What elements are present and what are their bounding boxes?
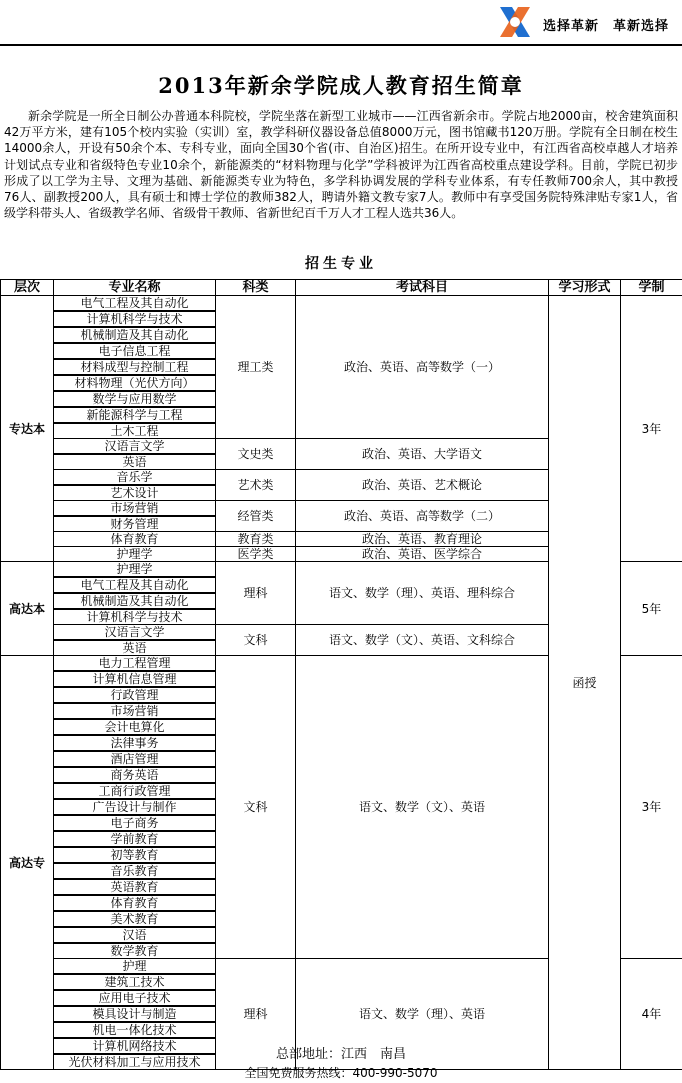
major-cell: 英语教育 <box>54 879 216 895</box>
major-cell: 美术教育 <box>54 911 216 927</box>
intro-paragraph: 新余学院是一所全日制公办普通本科院校，学院坐落在新型工业城市——江西省新余市。学院占地2000亩，校舍建筑面积42万平方米，建有105个校内实验（实训）室，教学科研仪器设备总值8000万元，图书馆藏书120万册。学院有全日制在校生14000余人，开设有50余个本、专科专业，面向全国30个省(市、自治区)招生。在所开设专业中，有江西省高校卓越人才培养计划试点专业和省级特色专业10余个，新能源类的“材料物理与化学”学科被评为江西省高校重点建设学科。目前，学院已初步形成了以工学为主导、文理为基础、新能源类专业为特色，多学科协调发展的学科专业体系，有专任教师700余人，其中教授76人、副教授200人，具有硕士和博士学位的教师382人，聘请外籍文教专家7人。教师中有享受国务院特殊津贴专家1人，省级学科带头人、省级教学名师、省级骨干教师、省新世纪百千万人才工程人选共36人。 <box>4 109 678 221</box>
major-cell: 土木工程 <box>54 423 216 439</box>
major-cell: 行政管理 <box>54 687 216 703</box>
major-cell: 电力工程管理 <box>54 656 216 672</box>
study-form-cell: 函授 <box>549 296 621 1070</box>
subjects-cell: 语文、数学（文）、英语 <box>296 656 549 959</box>
major-cell: 电气工程及其自动化 <box>54 577 216 593</box>
subjects-cell: 政治、英语、高等数学（一） <box>296 296 549 439</box>
category-cell: 理科 <box>216 562 296 625</box>
major-cell: 应用电子技术 <box>54 990 216 1006</box>
major-cell: 广告设计与制作 <box>54 799 216 815</box>
category-cell: 理科 <box>216 959 296 1070</box>
category-cell: 艺术类 <box>216 470 296 501</box>
major-cell: 酒店管理 <box>54 751 216 767</box>
header <box>0 0 682 44</box>
major-cell: 音乐学 <box>54 470 216 486</box>
category-cell: 理工类 <box>216 296 296 439</box>
subjects-cell: 政治、英语、医学综合 <box>296 547 549 562</box>
major-cell: 英语 <box>54 454 216 470</box>
level-cell: 高达本 <box>1 562 54 656</box>
major-cell: 新能源科学与工程 <box>54 407 216 423</box>
major-cell: 汉语言文学 <box>54 625 216 641</box>
col-header-level: 层次 <box>1 280 54 296</box>
subjects-cell: 政治、英语、大学语文 <box>296 439 549 470</box>
col-header-major: 专业名称 <box>54 280 216 296</box>
major-cell: 机械制造及其自动化 <box>54 327 216 343</box>
duration-cell: 5年 <box>621 562 682 656</box>
major-cell: 工商行政管理 <box>54 783 216 799</box>
page-title: 2013年新余学院成人教育招生简章 <box>158 73 524 98</box>
logo-icon <box>496 3 534 41</box>
major-cell: 体育教育 <box>54 532 216 547</box>
major-cell: 音乐教育 <box>54 863 216 879</box>
majors-table <box>0 279 682 1070</box>
major-cell: 体育教育 <box>54 895 216 911</box>
major-cell: 模具设计与制造 <box>54 1006 216 1022</box>
category-cell: 文史类 <box>216 439 296 470</box>
major-cell: 会计电算化 <box>54 719 216 735</box>
subjects-cell: 政治、英语、艺术概论 <box>296 470 549 501</box>
major-cell: 计算机科学与技术 <box>54 311 216 327</box>
table-row <box>1 296 682 312</box>
major-cell: 汉语言文学 <box>54 439 216 455</box>
col-header-duration: 学制 <box>621 280 682 296</box>
major-cell: 机械制造及其自动化 <box>54 593 216 609</box>
subjects-cell: 政治、英语、高等数学（二） <box>296 501 549 532</box>
major-cell: 材料成型与控制工程 <box>54 359 216 375</box>
major-cell: 汉语 <box>54 927 216 943</box>
footer-address: 总部地址：江西 南昌 <box>275 1047 406 1062</box>
footer-hotline: 全国免费服务热线：400-990-5070 <box>244 1066 438 1080</box>
major-cell: 电子商务 <box>54 815 216 831</box>
major-cell: 市场营销 <box>54 501 216 517</box>
table-header-row <box>1 280 682 296</box>
major-cell: 英语 <box>54 640 216 656</box>
duration-cell: 3年 <box>621 656 682 959</box>
major-cell: 护理学 <box>54 562 216 578</box>
major-cell: 法律事务 <box>54 735 216 751</box>
category-cell: 文科 <box>216 656 296 959</box>
major-cell: 数学与应用数学 <box>54 391 216 407</box>
category-cell: 文科 <box>216 625 296 656</box>
category-cell: 经管类 <box>216 501 296 532</box>
major-cell: 数学教育 <box>54 943 216 959</box>
major-cell: 电子信息工程 <box>54 343 216 359</box>
col-header-subjects: 考试科目 <box>296 280 549 296</box>
major-cell: 初等教育 <box>54 847 216 863</box>
header-divider <box>0 44 682 46</box>
major-cell: 电气工程及其自动化 <box>54 296 216 312</box>
major-cell: 护理学 <box>54 547 216 562</box>
major-cell: 计算机网络技术 <box>54 1038 216 1054</box>
duration-cell: 3年 <box>621 296 682 562</box>
duration-cell: 4年 <box>621 959 682 1070</box>
category-cell: 医学类 <box>216 547 296 562</box>
major-cell: 机电一体化技术 <box>54 1022 216 1038</box>
major-cell: 财务管理 <box>54 516 216 532</box>
subjects-cell: 语文、数学（文）、英语、文科综合 <box>296 625 549 656</box>
col-header-category: 科类 <box>216 280 296 296</box>
level-cell: 高达专 <box>1 656 54 1070</box>
major-cell: 计算机信息管理 <box>54 671 216 687</box>
col-header-study-form: 学习形式 <box>549 280 621 296</box>
major-cell: 建筑工技术 <box>54 974 216 990</box>
major-cell: 艺术设计 <box>54 485 216 501</box>
major-cell: 市场营销 <box>54 703 216 719</box>
subjects-cell: 语文、数学（理）、英语 <box>296 959 549 1070</box>
subjects-cell: 政治、英语、教育理论 <box>296 532 549 547</box>
major-cell: 护理 <box>54 959 216 975</box>
subjects-cell: 语文、数学（理）、英语、理科综合 <box>296 562 549 625</box>
section-title: 招生专业 <box>305 256 377 272</box>
major-cell: 商务英语 <box>54 767 216 783</box>
level-cell: 专达本 <box>1 296 54 562</box>
major-cell: 光伏材料加工与应用技术 <box>54 1054 216 1070</box>
major-cell: 材料物理（光伏方向） <box>54 375 216 391</box>
slogan: 选择革新 革新选择 <box>543 19 670 34</box>
major-cell: 计算机科学与技术 <box>54 609 216 625</box>
category-cell: 教育类 <box>216 532 296 547</box>
major-cell: 学前教育 <box>54 831 216 847</box>
